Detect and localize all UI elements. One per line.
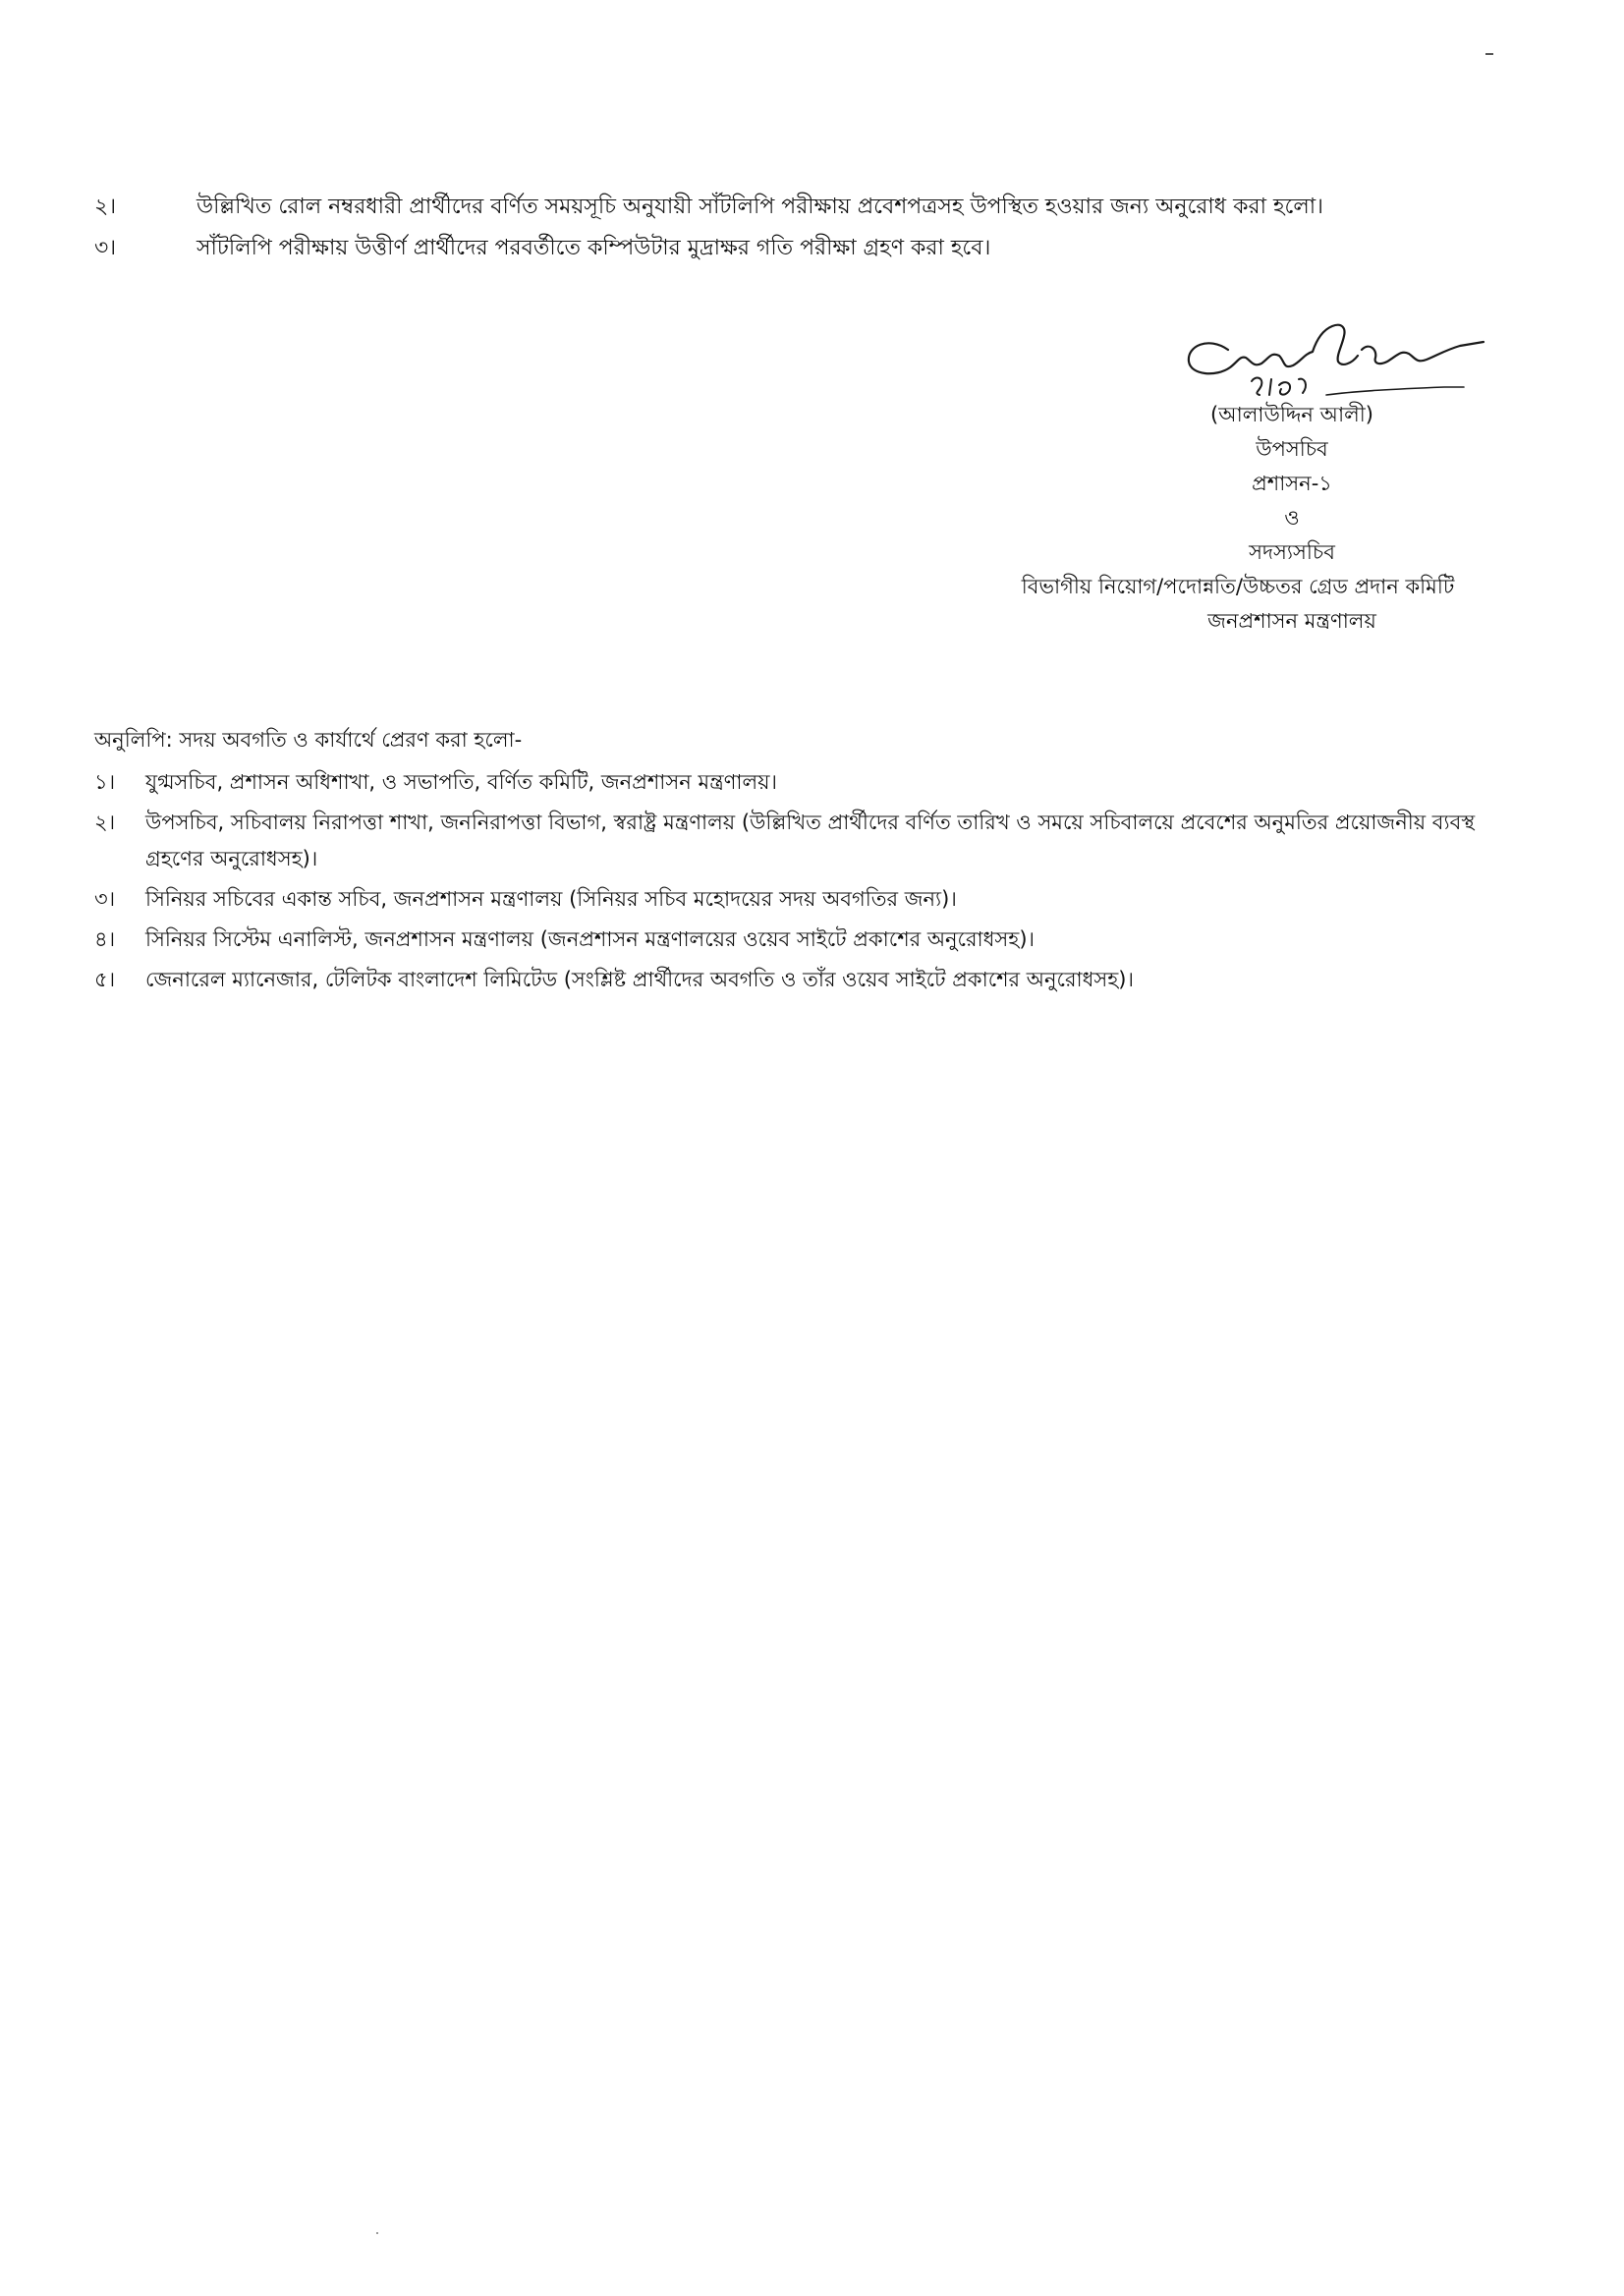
signatory-title: উপসচিব [1256, 437, 1328, 461]
signatory-ministry: জনপ্রশাসন মন্ত্রণালয় [1207, 609, 1376, 633]
signatory-conjunction: ও [1284, 506, 1300, 530]
signatory-name-row [884, 398, 1592, 432]
list-item-number: ২। [94, 811, 116, 834]
list-item [94, 962, 1509, 998]
signatory-role: সদস্যসচিব [1249, 540, 1335, 564]
list-item-text: উপসচিব, সচিবালয় নিরাপত্তা শাখা, জননিরাপত্তা বিভাগ, স্বরাষ্ট্র মন্ত্রণালয় (উল্লিখিত প্রার্থীদের বর্ণিত তারিখ ও সময়ে সচিবালয়ে প্রবেশের অনুমতির প্রয়োজনীয় ব্যবস্থ গ্রহণের অনুরোধসহ)। [145, 811, 1476, 870]
signatory-name: (আলাউদ্দিন আলী) [1210, 403, 1373, 426]
paragraph-2 [94, 193, 1506, 222]
paragraph-3 [94, 234, 1506, 263]
list-item [94, 922, 1509, 958]
copy-heading: অনুলিপি: সদয় অবগতি ও কার্যার্থে প্রেরণ করা হলো- [94, 728, 523, 752]
scan-mark [1485, 53, 1493, 55]
paragraph-text: সাঁটলিপি পরীক্ষায় উত্তীর্ণ প্রার্থীদের পরবর্তীতে কম্পিউটার মুদ্রাক্ষর গতি পরীক্ষা গ্রহণ করা হবে। [196, 236, 991, 260]
signature-block [884, 305, 1592, 639]
signatory-wing: প্রশাসন-১ [1252, 472, 1332, 495]
list-item-text: সিনিয়র সচিবের একান্ত সচিব, জনপ্রশাসন মন্ত্রণালয় (সিনিয়র সচিব মহোদয়ের সদয় অবগতির জন্য)। [145, 887, 957, 911]
list-item [94, 805, 1509, 877]
signatory-committee: বিভাগীয় নিয়োগ/পদোন্নতি/উচ্চতর গ্রেড প্রদান কমিটি [1021, 575, 1455, 598]
paragraph-number: ২। [94, 195, 117, 219]
copy-list [94, 764, 1509, 1002]
list-item [94, 881, 1509, 918]
list-item-number: ৩। [94, 887, 116, 911]
list-item-text: যুগ্মসচিব, প্রশাসন অধিশাখা, ও সভাপতি, বর্ণিত কমিটি, জনপ্রশাসন মন্ত্রণালয়। [145, 770, 778, 794]
list-item-text: সিনিয়র সিস্টেম এনালিস্ট, জনপ্রশাসন মন্ত্রণালয় (জনপ্রশাসন মন্ত্রণালয়ের ওয়েব সাইটে প্রকাশের অনুরোধসহ)। [145, 927, 1036, 951]
list-item-number: ৪। [94, 927, 116, 951]
list-item-number: ১। [94, 770, 116, 794]
list-item [94, 764, 1509, 801]
list-item-text: জেনারেল ম্যানেজার, টেলিটক বাংলাদেশ লিমিটেড (সংশ্লিষ্ট প্রার্থীদের অবগতি ও তাঁর ওয়েব সাইটে প্রকাশের অনুরোধসহ)। [145, 968, 1134, 991]
paragraph-text: উল্লিখিত রোল নম্বরধারী প্রার্থীদের বর্ণিত সময়সূচি অনুযায়ী সাঁটলিপি পরীক্ষায় প্রবেশপত্রসহ উপস্থিত হওয়ার জন্য অনুরোধ করা হলো। [196, 195, 1323, 219]
scan-speck [376, 2232, 378, 2234]
paragraph-number: ৩। [94, 236, 117, 260]
list-item-number: ৫। [94, 968, 116, 991]
